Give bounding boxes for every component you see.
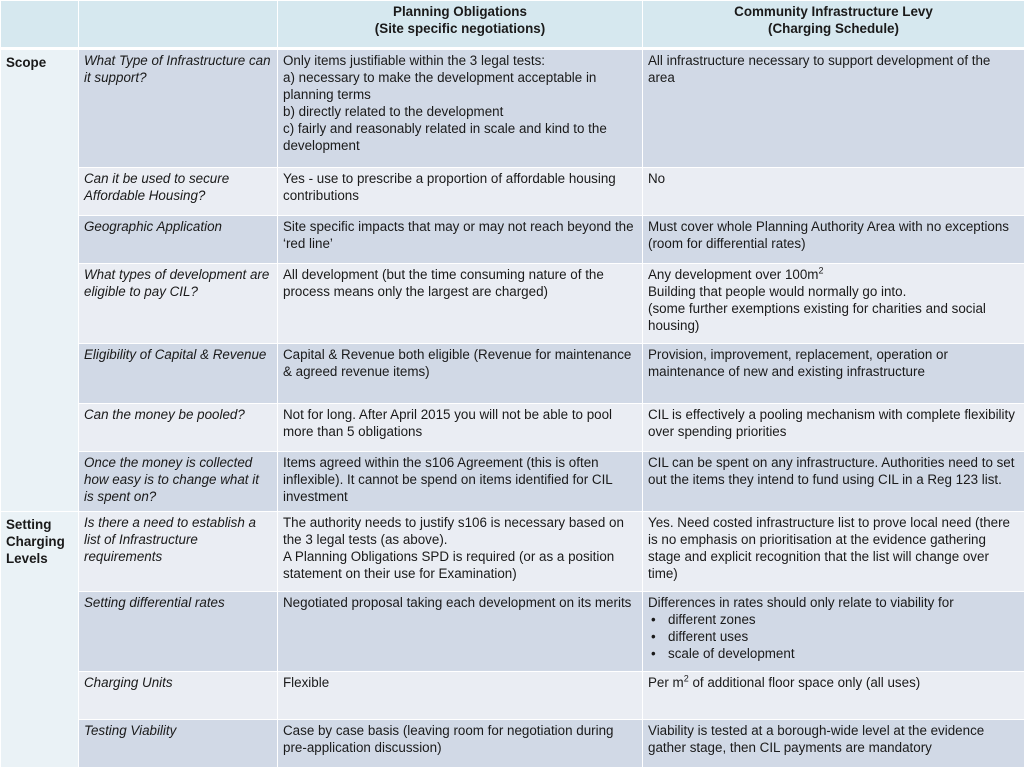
cil-bullet: • scale of development — [648, 645, 1019, 662]
cil-m2-after: of additional floor space only (all uses) — [688, 675, 921, 690]
table-row — [1, 512, 1024, 592]
section-setting-charging-levels: Setting Charging Levels — [1, 512, 79, 768]
cil-line: All infrastructure necessary to support development of the area — [648, 53, 991, 85]
cil-line: Must cover whole Planning Authority Area with no exceptions (room for differential rates) — [648, 219, 1010, 251]
cil-bullet: • different zones — [648, 611, 1019, 628]
cil-cell — [643, 49, 1024, 168]
po-cell — [278, 720, 643, 768]
cil-m2-before: Per m — [648, 675, 684, 690]
po-cell — [278, 168, 643, 216]
cil-m2-before: Any development over 100m — [648, 267, 819, 282]
po-line: Yes - use to prescribe a proportion of affordable housing contributions — [283, 171, 616, 203]
cil-cell — [643, 344, 1024, 404]
po-line: Case by case basis (leaving room for negotiation during pre-application discussion) — [283, 723, 614, 755]
cil-cell — [643, 216, 1024, 264]
table-row — [1, 264, 1024, 344]
table-row — [1, 216, 1024, 264]
header-row — [1, 1, 1024, 49]
po-line: Site specific impacts that may or may not reach beyond the ‘red line’ — [283, 219, 634, 251]
cil-cell — [643, 720, 1024, 768]
row-question: Charging Units — [79, 672, 278, 720]
cil-cell — [643, 512, 1024, 592]
header-blank-1 — [1, 1, 79, 49]
table-row — [1, 720, 1024, 768]
po-cell — [278, 264, 643, 344]
po-line: b) directly related to the development — [283, 104, 504, 119]
row-question: Testing Viability — [79, 720, 278, 768]
cil-bullet-list — [648, 611, 1019, 662]
po-cell — [278, 404, 643, 452]
po-cell — [278, 216, 643, 264]
po-line: Flexible — [283, 675, 330, 690]
cil-m2-sup: 2 — [818, 265, 824, 276]
po-title: Planning Obligations — [393, 4, 527, 19]
po-cell — [278, 49, 643, 168]
cil-bullet: • different uses — [648, 628, 1019, 645]
cil-line: Provision, improvement, replacement, operation or maintenance of new and existing infrastructure — [648, 347, 948, 379]
po-cell — [278, 592, 643, 672]
table-row — [1, 344, 1024, 404]
cil-cell — [643, 168, 1024, 216]
table-row — [1, 672, 1024, 720]
table-row — [1, 168, 1024, 216]
table-row — [1, 49, 1024, 168]
cil-line: Building that people would normally go into. — [648, 284, 907, 299]
row-question: Can the money be pooled? — [79, 404, 278, 452]
row-question: What types of development are eligible to pay CIL? — [79, 264, 278, 344]
po-line: a) necessary to make the development acceptable in planning terms — [283, 70, 597, 102]
cil-subtitle: (Charging Schedule) — [768, 21, 899, 36]
header-cil — [643, 1, 1024, 49]
header-planning-obligations — [278, 1, 643, 49]
section-scope: Scope — [1, 49, 79, 512]
table-row — [1, 592, 1024, 672]
po-line: All development (but the time consuming nature of the process means only the largest are charged) — [283, 267, 604, 299]
row-question: What Type of Infrastructure can it support? — [79, 49, 278, 168]
cil-line: Viability is tested at a borough-wide level at the evidence gather stage, then CIL payments are mandatory — [648, 723, 985, 755]
cil-cell — [643, 404, 1024, 452]
row-question: Geographic Application — [79, 216, 278, 264]
table-row — [1, 452, 1024, 512]
cil-m2-sup: 2 — [683, 673, 689, 684]
cil-cell — [643, 672, 1024, 720]
cil-line: CIL is effectively a pooling mechanism with complete flexibility over spending priorities — [648, 407, 1015, 439]
po-line: Only items justifiable within the 3 legal tests: — [283, 53, 545, 68]
cil-line: Differences in rates should only relate to viability for — [648, 595, 954, 610]
row-question: Can it be used to secure Affordable Housing? — [79, 168, 278, 216]
cil-m2-line — [648, 266, 1019, 283]
po-line: A Planning Obligations SPD is required (or as a position statement on their use for Examination) — [283, 549, 615, 581]
po-cell — [278, 344, 643, 404]
row-question: Setting differential rates — [79, 592, 278, 672]
row-question: Eligibility of Capital & Revenue — [79, 344, 278, 404]
row-question: Once the money is collected how easy is to change what it is spent on? — [79, 452, 278, 512]
cil-line: No — [648, 171, 666, 186]
po-line: Negotiated proposal taking each development on its merits — [283, 595, 632, 610]
po-line: c) fairly and reasonably related in scale and kind to the development — [283, 121, 607, 153]
table-row — [1, 404, 1024, 452]
cil-m2-line — [648, 674, 1019, 691]
cil-title: Community Infrastructure Levy — [734, 4, 933, 19]
cil-cell — [643, 592, 1024, 672]
cil-line: Yes. Need costed infrastructure list to prove local need (there is no emphasis on prioritisation at the evidence gathering stage and explicit recognition that the list will change over time) — [648, 515, 1010, 581]
po-subtitle: (Site specific negotiations) — [374, 21, 546, 36]
po-line: The authority needs to justify s106 is necessary based on the 3 legal tests (as above). — [283, 515, 624, 547]
po-line: Capital & Revenue both eligible (Revenue for maintenance & agreed revenue items) — [283, 347, 632, 379]
header-blank-2 — [79, 1, 278, 49]
po-cell — [278, 452, 643, 512]
row-question: Is there a need to establish a list of Infrastructure requirements — [79, 512, 278, 592]
po-cell — [278, 512, 643, 592]
cil-line: CIL can be spent on any infrastructure. Authorities need to set out the items they intend to fund using CIL in a Reg 123 list. — [648, 455, 1015, 487]
cil-cell — [643, 264, 1024, 344]
po-cell — [278, 672, 643, 720]
cil-cell — [643, 452, 1024, 512]
cil-line: (some further exemptions existing for charities and social housing) — [648, 301, 986, 333]
po-line: Items agreed within the s106 Agreement (this is often inflexible). It cannot be spend on items identified for CIL investment — [283, 455, 613, 504]
po-line: Not for long. After April 2015 you will not be able to pool more than 5 obligations — [283, 407, 613, 439]
